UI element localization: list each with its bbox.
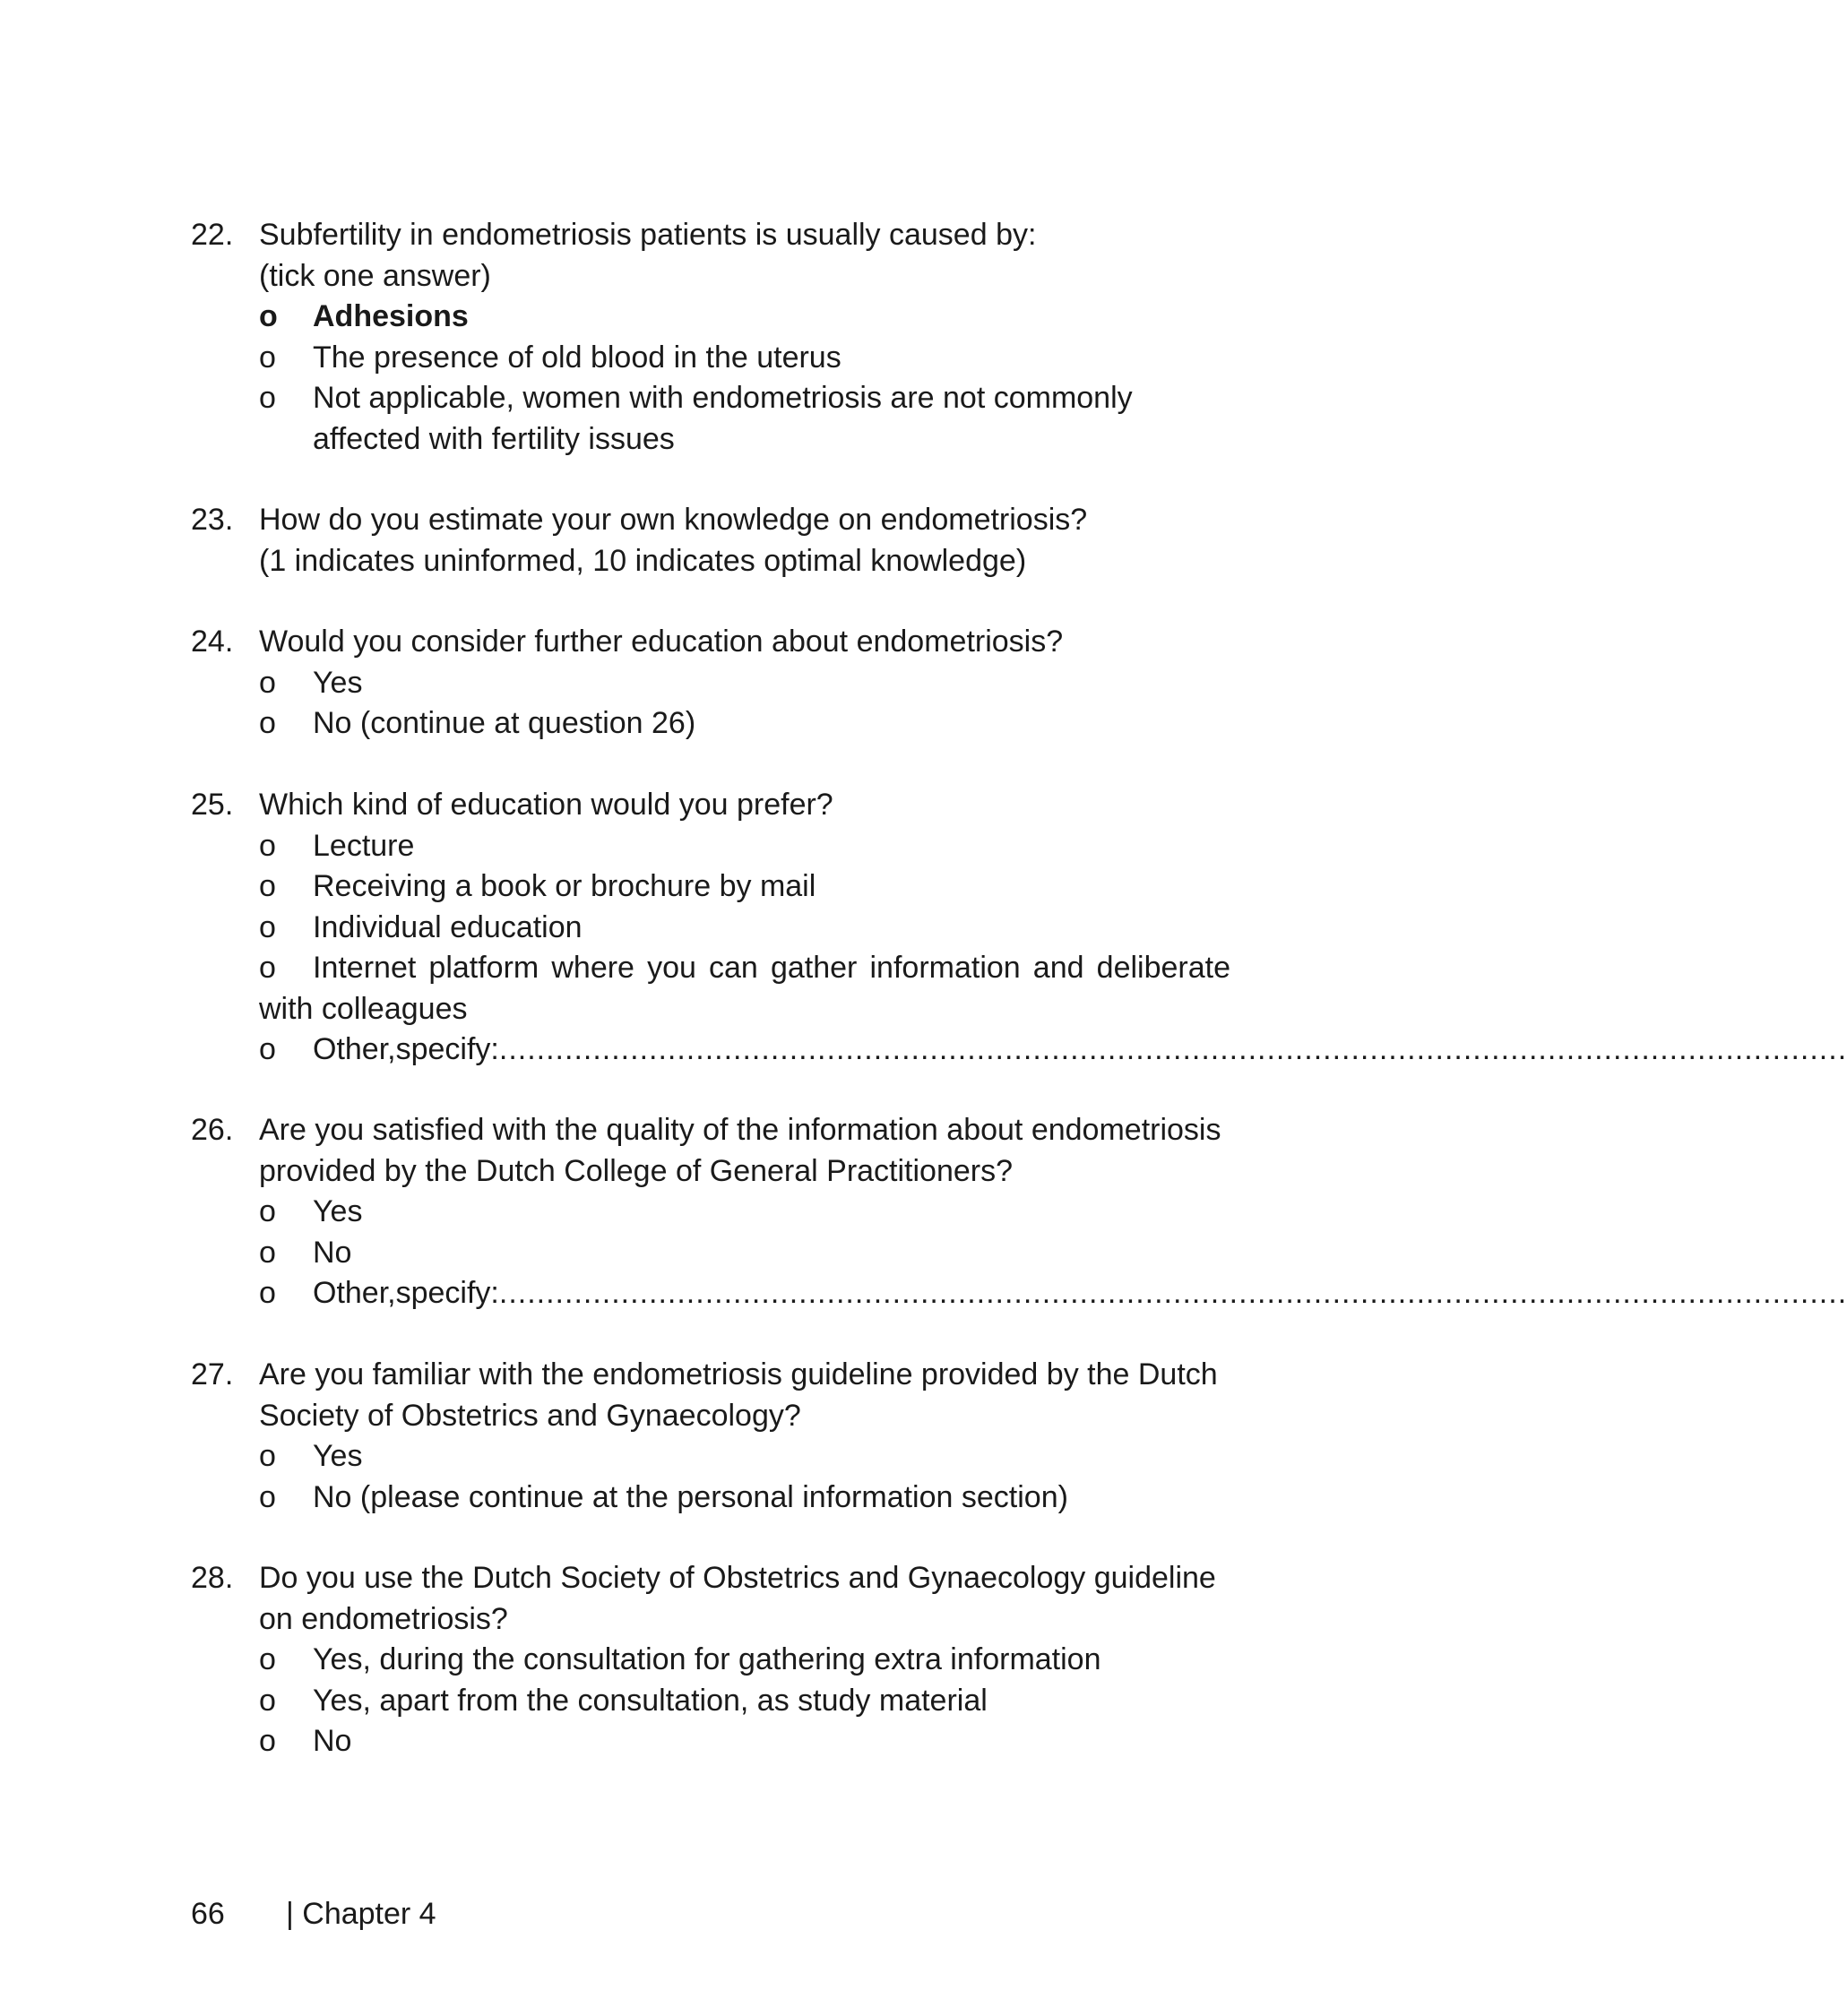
question-25 — [191, 785, 1847, 1071]
question-text: How do you estimate your own knowledge on endometriosis? — [259, 503, 1088, 537]
option-label: Receiving a book or brochure by mail — [313, 869, 816, 903]
question-number: 26. — [191, 1113, 234, 1147]
answer-option[interactable] — [259, 703, 1230, 745]
question-number: 27. — [191, 1357, 234, 1391]
question-number: 22. — [191, 218, 234, 252]
option-bullet: o — [259, 340, 276, 375]
question-text: provided by the Dutch College of General Practitioners? — [259, 1153, 1014, 1188]
answer-option[interactable] — [259, 378, 1230, 419]
answer-option-continuation — [259, 419, 1230, 461]
question-number: 25. — [191, 788, 234, 822]
option-label: No (continue at question 26) — [313, 706, 696, 740]
option-bullet: o — [259, 1276, 276, 1310]
question-23 — [191, 500, 1230, 582]
answer-option[interactable] — [259, 866, 1230, 908]
chapter-label: | Chapter 4 — [286, 1897, 436, 1931]
specify-fill-line[interactable]: ................................................................................................................................................ — [498, 1032, 1847, 1066]
option-bullet: o — [259, 1439, 276, 1473]
option-bullet: o — [259, 1235, 276, 1270]
answer-option-other[interactable] — [259, 1030, 1847, 1071]
option-label: Individual education — [313, 909, 583, 944]
question-22 — [191, 215, 1230, 460]
option-label: Yes, during the consultation for gathering extra information — [313, 1642, 1101, 1676]
question-text: Do you use the Dutch Society of Obstetrics and Gynaecology guideline — [259, 1561, 1216, 1595]
answer-option[interactable] — [259, 338, 1230, 379]
option-bullet: o — [259, 909, 276, 944]
question-number: 28. — [191, 1561, 234, 1595]
answer-option[interactable] — [259, 1478, 1230, 1519]
option-bullet: o — [259, 299, 278, 333]
option-bullet: o — [259, 1194, 276, 1228]
option-bullet: o — [259, 1683, 276, 1718]
answer-option[interactable] — [259, 1640, 1230, 1681]
answer-option[interactable] — [259, 826, 1230, 867]
answer-option[interactable] — [259, 908, 1230, 949]
answer-option[interactable] — [259, 1681, 1230, 1722]
question-24 — [191, 622, 1230, 745]
option-bullet: o — [259, 951, 276, 985]
option-bullet: o — [259, 1724, 276, 1758]
option-label: Not applicable, women with endometriosis are not commonly — [313, 381, 1133, 415]
question-number: 24. — [191, 625, 234, 659]
question-text: Which kind of education would you prefer? — [259, 788, 833, 822]
question-text: (tick one answer) — [259, 258, 491, 293]
answer-option-other[interactable] — [259, 1273, 1847, 1314]
question-text: on endometriosis? — [259, 1601, 508, 1636]
option-bullet: o — [259, 706, 276, 740]
answer-option[interactable] — [259, 1721, 1230, 1762]
option-label: affected with fertility issues — [313, 421, 675, 456]
option-bullet: o — [259, 869, 276, 903]
option-bullet: o — [259, 1032, 276, 1066]
option-label: No — [313, 1235, 352, 1270]
option-label: Internet platform where you can gather information and deliberate with colleagues — [259, 951, 1230, 1026]
answer-option[interactable] — [259, 1233, 1230, 1274]
option-label: Other,specify: — [313, 1276, 499, 1310]
question-27 — [191, 1355, 1230, 1518]
option-label: No (please continue at the personal information section) — [313, 1479, 1068, 1514]
answer-option[interactable] — [259, 297, 1230, 338]
answer-option[interactable] — [259, 1192, 1230, 1233]
option-bullet: o — [259, 665, 276, 700]
option-label: Lecture — [313, 828, 415, 863]
answer-option[interactable] — [259, 1436, 1230, 1478]
option-label: Yes, apart from the consultation, as study material — [313, 1683, 988, 1718]
option-label: Other,specify: — [313, 1032, 499, 1066]
option-label: No — [313, 1724, 352, 1758]
question-text: Subfertility in endometriosis patients is usually caused by: — [259, 218, 1037, 252]
question-text: Are you satisfied with the quality of the information about endometriosis — [259, 1113, 1221, 1147]
option-bullet: o — [259, 1642, 276, 1676]
question-text: Society of Obstetrics and Gynaecology? — [259, 1398, 801, 1433]
option-label: The presence of old blood in the uterus — [313, 340, 842, 375]
answer-option[interactable] — [259, 663, 1230, 704]
option-label: Yes — [313, 1439, 363, 1473]
question-28 — [191, 1558, 1230, 1762]
question-text: Would you consider further education about endometriosis? — [259, 625, 1064, 659]
question-text: (1 indicates uninformed, 10 indicates optimal knowledge) — [259, 543, 1027, 578]
specify-fill-line[interactable]: ................................................................................................................................................ — [498, 1276, 1847, 1310]
answer-option[interactable] — [259, 948, 1230, 1030]
option-label: Adhesions — [313, 299, 469, 333]
option-label: Yes — [313, 1194, 363, 1228]
option-bullet: o — [259, 1479, 276, 1514]
question-26 — [191, 1110, 1847, 1314]
question-text: Are you familiar with the endometriosis guideline provided by the Dutch — [259, 1357, 1218, 1391]
question-number: 23. — [191, 503, 234, 537]
option-bullet: o — [259, 828, 276, 863]
page-footer — [191, 1894, 436, 1934]
option-bullet: o — [259, 381, 276, 415]
option-label: Yes — [313, 665, 363, 700]
page-number: 66 — [191, 1897, 225, 1931]
